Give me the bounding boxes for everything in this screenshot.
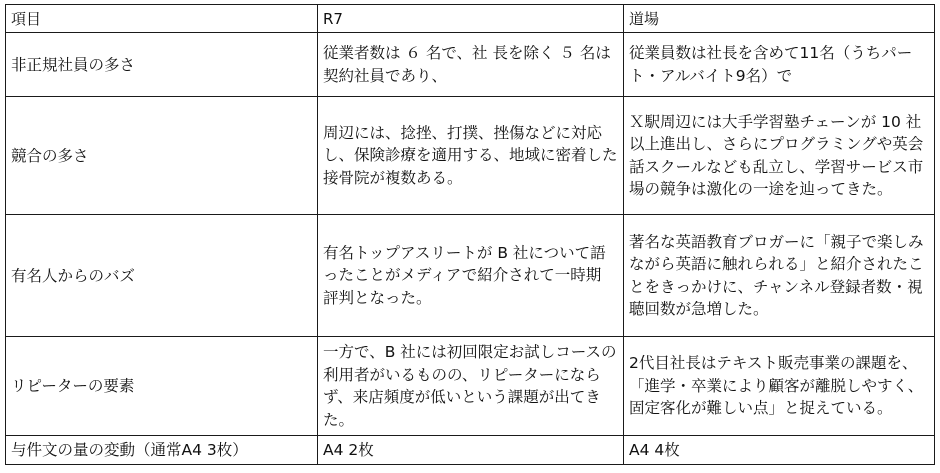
row-label: 非正規社員の多さ (6, 33, 318, 97)
header-r7: R7 (318, 5, 624, 33)
dojo-cell: A4 4枚 (624, 436, 935, 465)
table-row (6, 33, 935, 97)
dojo-cell: 従業員数は社長を含めて11名（うちパート・アルバイト9名）で (624, 33, 935, 97)
dojo-cell: 2代目社長はテキスト販売事業の課題を、「進学・卒業により顧客が離脱しやすく、固定客化が難しい点」と捉えている。 (624, 337, 935, 436)
header-item: 項目 (6, 5, 318, 33)
r7-cell: 従業者数は ６ 名で、社 長を除く ５ 名は契約社員であり、 (318, 33, 624, 97)
dojo-cell: 著名な英語教育ブロガーに「親子で楽しみながら英語に触れられる」と紹介されたことをきっかけに、チャンネル登録者数・視聴回数が急増した。 (624, 215, 935, 337)
row-label: 有名人からのバズ (6, 215, 318, 337)
r7-cell: 周辺には、捻挫、打撲、挫傷などに対応し、保険診療を適用する、地域に密着した 接骨院が複数ある。 (318, 97, 624, 215)
header-dojo: 道場 (624, 5, 935, 33)
table-row (6, 337, 935, 436)
table-row (6, 97, 935, 215)
row-label: 競合の多さ (6, 97, 318, 215)
comparison-table (5, 4, 935, 465)
r7-cell: A4 2枚 (318, 436, 624, 465)
row-label: 与件文の量の変動（通常A4 3枚） (6, 436, 318, 465)
row-label: リピーターの要素 (6, 337, 318, 436)
r7-cell: 一方で、B 社には初回限定お試しコースの利用者がいるものの、リピーターにならず、来店頻度が低いという課題が出てきた。 (318, 337, 624, 436)
r7-cell: 有名トップアスリートが B 社について語ったことがメディアで紹介されて一時期 評判となった。 (318, 215, 624, 337)
table-row (6, 215, 935, 337)
dojo-cell: Ｘ駅周辺には大手学習塾チェーンが 10 社以上進出し、さらにプログラミングや英会話スクールなども乱立し、学習サービス市場の競争は激化の一途を辿ってきた。 (624, 97, 935, 215)
header-row (6, 5, 935, 33)
table-row (6, 436, 935, 465)
